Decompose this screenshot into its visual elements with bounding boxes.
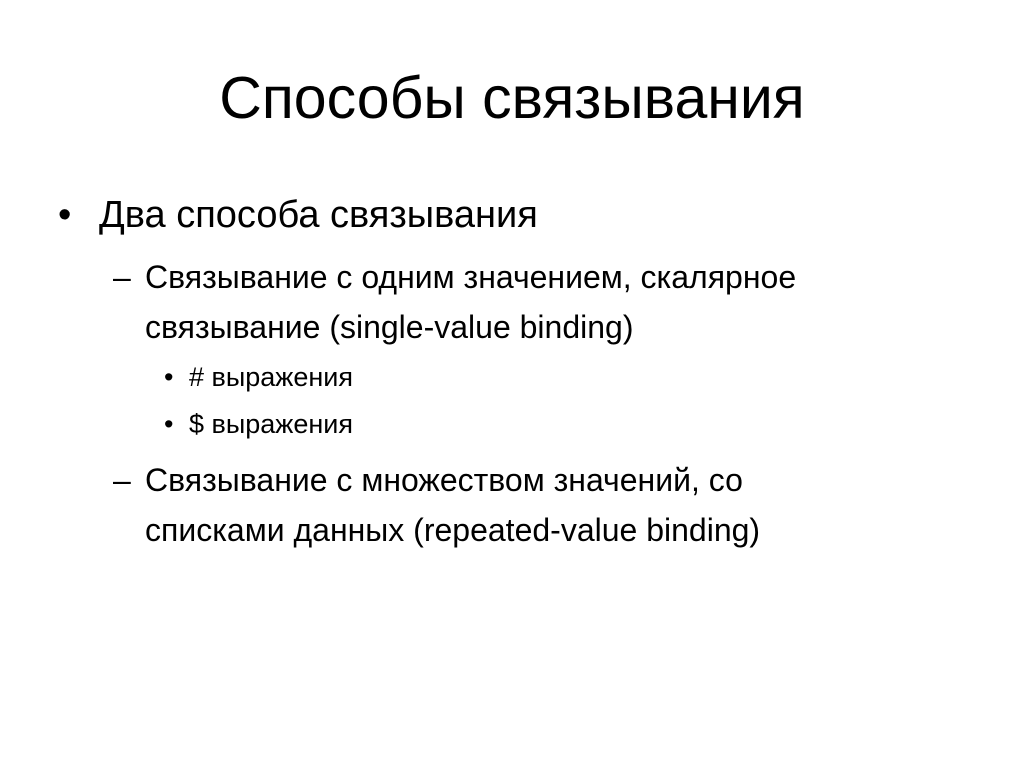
- slide-title: Способы связывания: [219, 65, 805, 131]
- list-item-level1: Два способа связывания: [99, 194, 538, 236]
- bullet-sub-2: •: [164, 409, 174, 439]
- list-item-a-line1: Связывание с одним значением, скалярное: [145, 259, 797, 295]
- list-item-b-line2: списками данных (repeated-value binding): [145, 512, 761, 548]
- list-item-a-line2: связывание (single-value binding): [145, 309, 634, 345]
- dash-item-a: –: [113, 259, 131, 295]
- list-item-b-line1: Связывание с множеством значений, со: [145, 462, 743, 498]
- bullet-level1: •: [58, 194, 72, 236]
- bullet-sub-1: •: [164, 362, 174, 392]
- dash-item-b: –: [113, 462, 131, 498]
- list-item-sub-1: # выражения: [189, 362, 353, 392]
- list-item-sub-2: $ выражения: [189, 409, 353, 439]
